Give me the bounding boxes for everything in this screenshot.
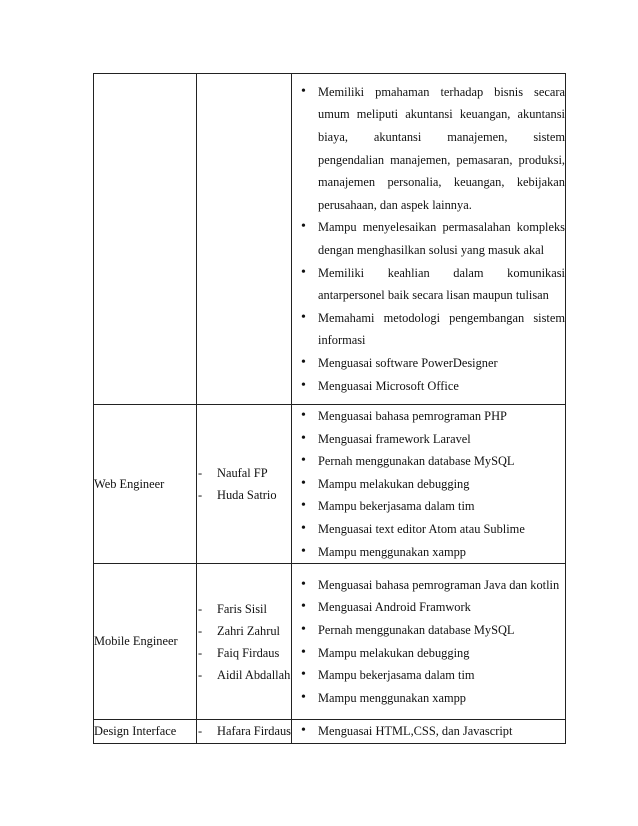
skill-item: • Pernah menggunakan database MySQL	[292, 619, 565, 642]
skill-item: • Menguasai bahasa pemrograman PHP	[292, 405, 565, 428]
skills-cell	[292, 720, 566, 744]
skills-list	[292, 81, 565, 397]
skill-item: • Mampu menggunakan xampp	[292, 541, 565, 564]
person-name: - Faiq Firdaus	[197, 642, 291, 664]
person-name: - Hafara Firdaus	[197, 720, 291, 742]
skill-item: • Menguasai bahasa pemrograman Java dan kotlin	[292, 574, 565, 597]
people-list	[197, 598, 291, 686]
people-cell	[197, 720, 292, 744]
skills-cell	[292, 405, 566, 564]
skill-item: • Menguasai HTML,CSS, dan Javascript	[292, 720, 565, 743]
skills-cell	[292, 564, 566, 720]
person-name: - Huda Satrio	[197, 484, 291, 506]
table-row	[94, 564, 566, 720]
skill-item: • Menguasai Android Framwork	[292, 596, 565, 619]
table-row	[94, 405, 566, 564]
skills-list	[292, 405, 565, 563]
people-cell	[197, 405, 292, 564]
skills-list	[292, 574, 565, 710]
skill-item: • Mampu melakukan debugging	[292, 642, 565, 665]
person-name: - Faris Sisil	[197, 598, 291, 620]
table-row	[94, 74, 566, 405]
skill-item: • Mampu menggunakan xampp	[292, 687, 565, 710]
role-cell: Design Interface	[94, 720, 197, 744]
skill-item: • Pernah menggunakan database MySQL	[292, 450, 565, 473]
people-cell	[197, 74, 292, 405]
people-cell	[197, 564, 292, 720]
role-cell: Web Engineer	[94, 405, 197, 564]
skill-item: • Memiliki pmahaman terhadap bisnis secara umum meliputi akuntansi keuangan, akuntansi biaya, akuntansi manajemen, sistem pengendalian manajemen, pemasaran, produksi, manajemen personalia, keuangan, kebijakan perusahaan, dan aspek lainnya.	[292, 81, 565, 217]
person-name: - Naufal FP	[197, 462, 291, 484]
person-name: - Aidil Abdallah	[197, 664, 291, 686]
skill-item: • Menguasai Microsoft Office	[292, 375, 565, 398]
role-cell	[94, 74, 197, 405]
skill-item: • Menguasai text editor Atom atau Sublime	[292, 518, 565, 541]
skill-item: • Memiliki keahlian dalam komunikasi antarpersonel baik secara lisan maupun tulisan	[292, 262, 565, 307]
person-name: - Zahri Zahrul	[197, 620, 291, 642]
skill-item: • Memahami metodologi pengembangan sistem informasi	[292, 307, 565, 352]
people-list	[197, 720, 291, 742]
skills-cell	[292, 74, 566, 405]
people-list	[197, 462, 291, 506]
skill-item: • Mampu melakukan debugging	[292, 473, 565, 496]
skill-item: • Mampu menyelesaikan permasalahan kompleks dengan menghasilkan solusi yang masuk akal	[292, 216, 565, 261]
skill-item: • Mampu bekerjasama dalam tim	[292, 664, 565, 687]
skill-item: • Mampu bekerjasama dalam tim	[292, 495, 565, 518]
table-row	[94, 720, 566, 744]
skills-list	[292, 720, 565, 743]
team-skills-table	[93, 73, 566, 744]
skill-item: • Menguasai framework Laravel	[292, 428, 565, 451]
role-cell: Mobile Engineer	[94, 564, 197, 720]
skill-item: • Menguasai software PowerDesigner	[292, 352, 565, 375]
